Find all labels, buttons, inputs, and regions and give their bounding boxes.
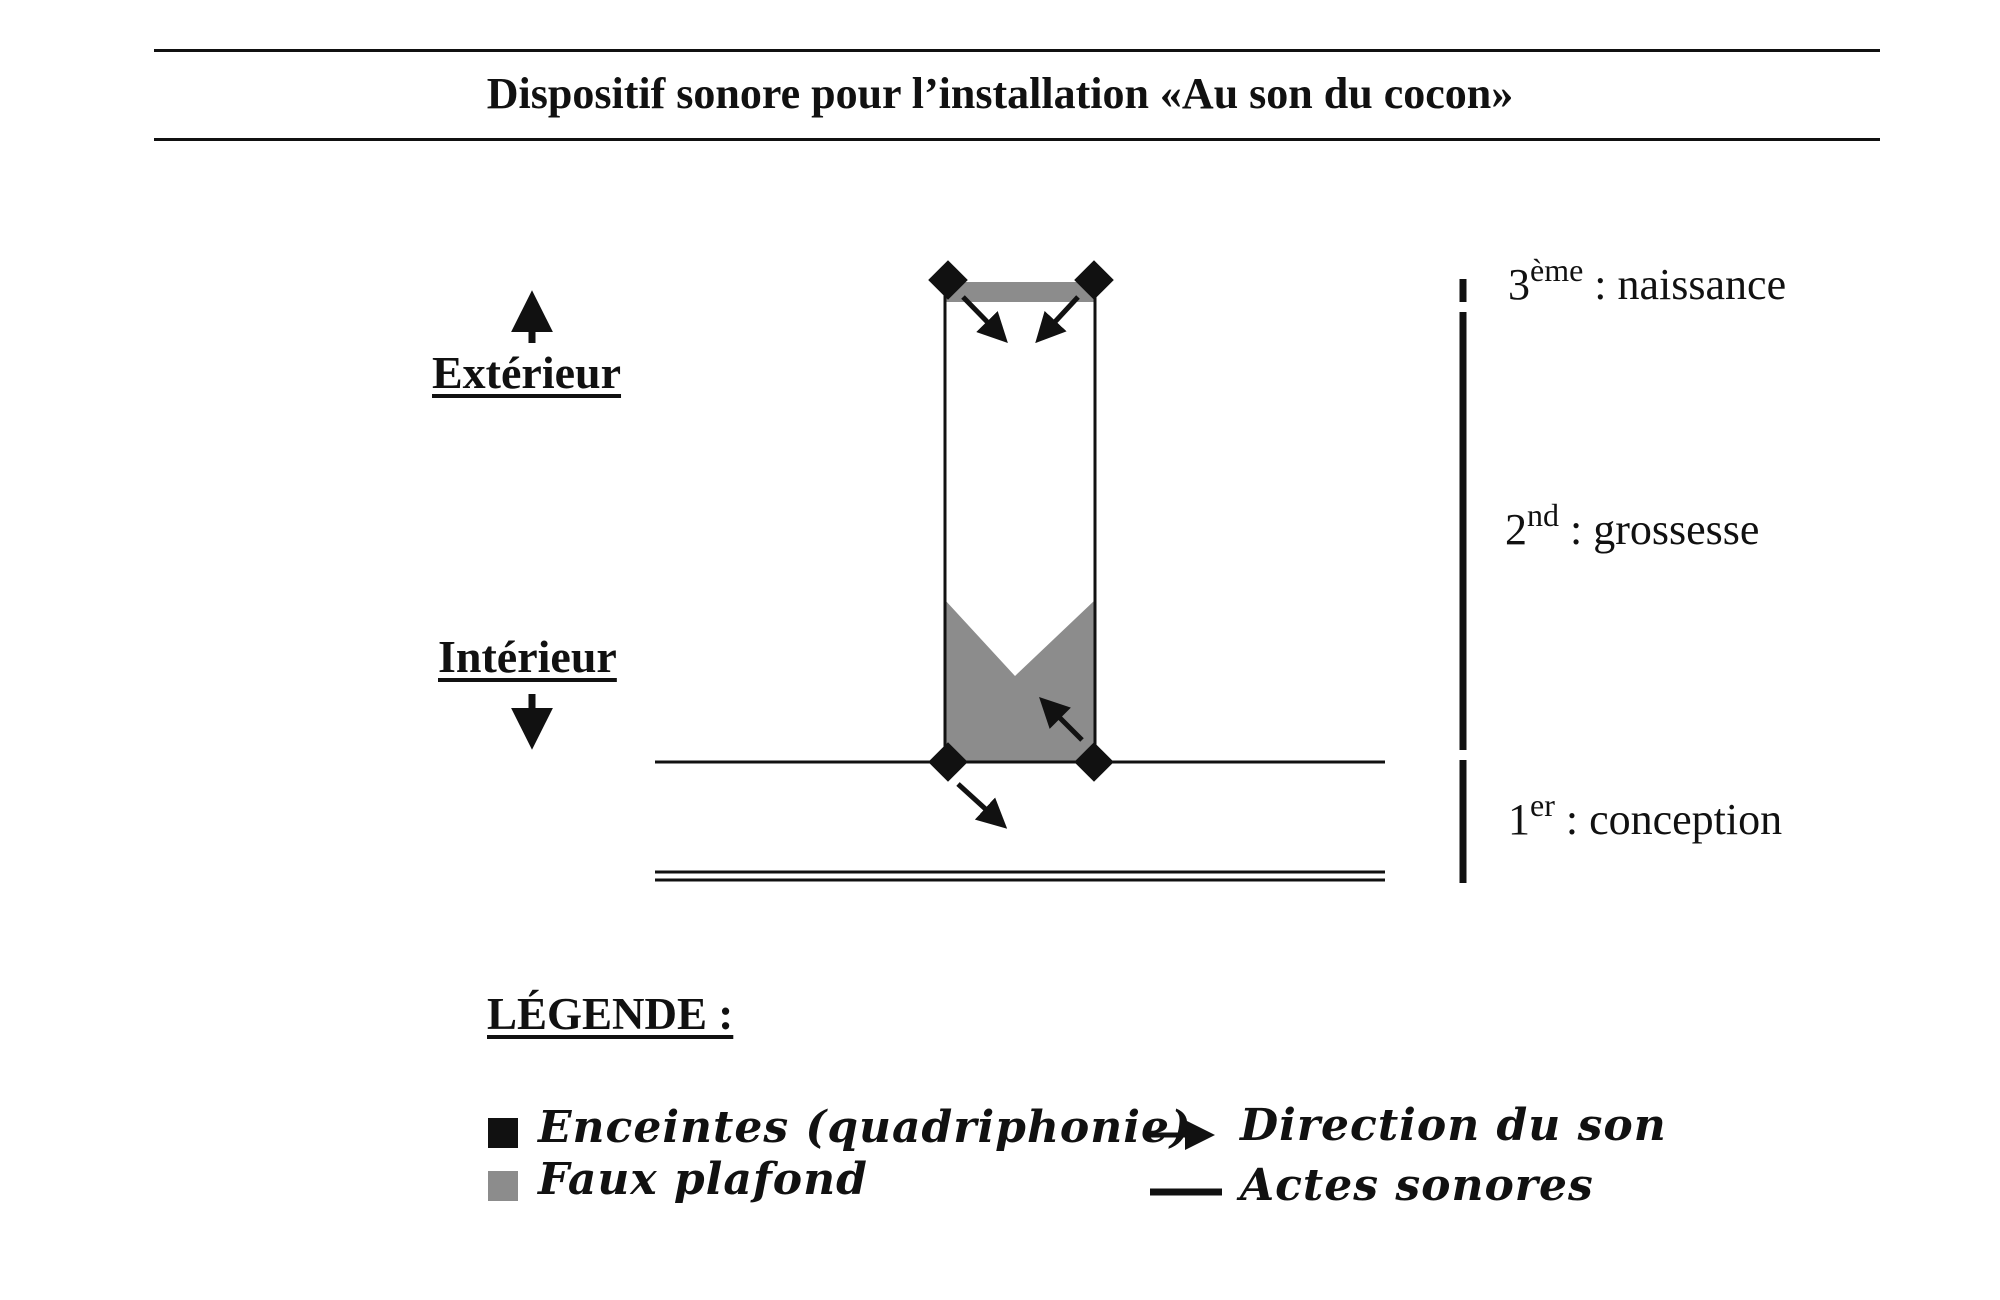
act-3-label: 3ème : naissance <box>1508 252 1787 309</box>
act-1-label: 1er : conception <box>1508 787 1783 844</box>
diagram-title: Dispositif sonore pour l’installation «Au son du cocon» <box>486 69 1514 118</box>
false-ceiling-bottom <box>945 600 1095 762</box>
legend-speaker-swatch <box>488 1118 518 1148</box>
legend-title: LÉGENDE : <box>487 989 734 1039</box>
sound-direction-arrow <box>963 297 1003 338</box>
act-2-label: 2nd : grossesse <box>1505 497 1760 554</box>
legend-ceiling-label: Faux plafond <box>538 1154 868 1205</box>
interior-label: Intérieur <box>438 631 617 682</box>
legend-speakers-label: Enceintes (quadriphonie) <box>538 1102 1192 1153</box>
exterior-label: Extérieur <box>432 347 622 398</box>
legend-direction-label: Direction du son <box>1240 1100 1667 1151</box>
sound-direction-arrow <box>1040 297 1078 338</box>
legend-acts-label: Actes sonores <box>1240 1160 1594 1211</box>
sound-direction-arrow <box>958 784 1002 824</box>
legend-ceiling-swatch <box>488 1171 518 1201</box>
